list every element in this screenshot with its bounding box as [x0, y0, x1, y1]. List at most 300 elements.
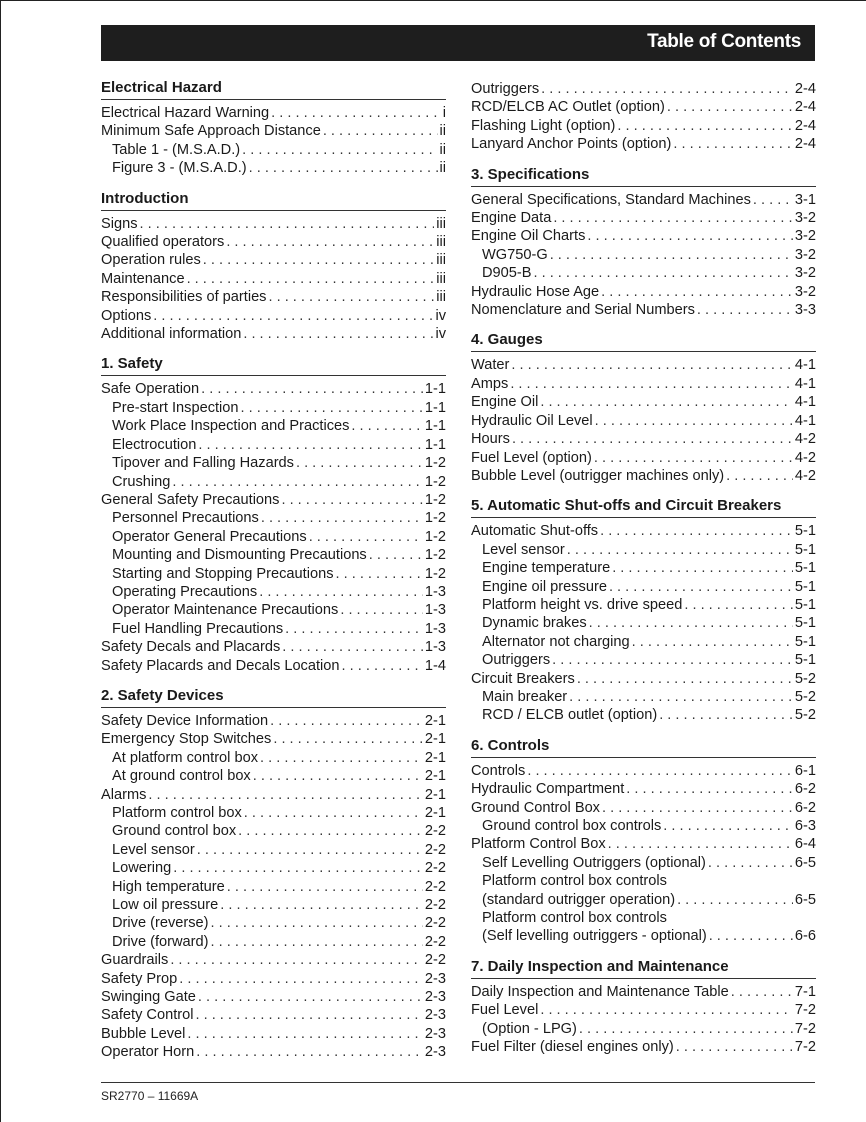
toc-entry-title: Signs: [101, 215, 138, 232]
dot-leader: [567, 541, 793, 559]
toc-entry-title: Safety Device Information: [101, 712, 269, 729]
toc-entry[interactable]: [471, 706, 816, 724]
section-heading[interactable]: Introduction: [101, 190, 446, 211]
dot-leader: [632, 633, 793, 651]
toc-entry-page: 6-6: [794, 928, 816, 945]
toc-entry[interactable]: [471, 430, 816, 448]
dot-leader: [594, 449, 793, 467]
toc-entry-page: 2-1: [424, 805, 446, 821]
toc-entry-title: Personnel Precautions: [112, 510, 259, 527]
toc-entry-page: iv: [435, 307, 446, 324]
toc-entry[interactable]: [101, 933, 446, 951]
toc-entry-title: Safety Control: [101, 1007, 194, 1024]
toc-entry[interactable]: [101, 859, 446, 877]
toc-entry-title: Fuel Filter (diesel engines only): [471, 1039, 674, 1056]
dot-leader: [587, 227, 793, 245]
toc-entry-page: iii: [436, 252, 446, 269]
toc-entry-page: 4-2: [794, 467, 816, 484]
toc-entry-page: 2-2: [424, 841, 446, 858]
toc-entry[interactable]: [471, 1020, 816, 1038]
dot-leader: [550, 246, 793, 264]
dot-leader: [340, 601, 423, 619]
toc-entry[interactable]: [101, 307, 446, 325]
toc-entry-title: Hydraulic Hose Age: [471, 283, 600, 300]
toc-entry-title: Drive (forward): [112, 933, 209, 950]
toc-entry-page: 4-2: [794, 431, 816, 448]
toc-entry-title: Bubble Level: [101, 1025, 186, 1042]
toc-entry[interactable]: [101, 1025, 446, 1043]
toc-entry-title: RCD / ELCB outlet (option): [482, 707, 658, 724]
dot-leader: [227, 878, 423, 896]
dot-leader: [577, 670, 793, 688]
dot-leader: [172, 473, 423, 491]
toc-entry-title: Pre-start Inspection: [112, 399, 239, 416]
toc-entry-page: 5-1: [794, 560, 816, 577]
toc-entry-page: iii: [436, 270, 446, 287]
toc-entry-page: 2-1: [424, 786, 446, 803]
toc-entry-page: 2-3: [424, 970, 446, 987]
toc-entry-title: Daily Inspection and Maintenance Table: [471, 983, 729, 1000]
toc-entry-page: 6-3: [794, 818, 816, 834]
toc-entry-page: 2-1: [424, 731, 446, 748]
toc-entry-title: Lowering: [112, 860, 172, 877]
toc-entry[interactable]: [471, 264, 816, 282]
dot-leader: [579, 1020, 793, 1038]
toc-entry-title: (standard outrigger operation): [482, 891, 676, 908]
toc-entry-title: Safety Placards and Decals Location: [101, 657, 340, 674]
toc-entry-title: WG750-G: [482, 246, 548, 263]
toc-entry-page: 1-2: [424, 547, 446, 564]
dot-leader: [195, 1006, 422, 1024]
toc-entry[interactable]: [101, 822, 446, 840]
toc-section: [471, 331, 816, 485]
dot-leader: [309, 528, 423, 546]
toc-entry-title: Level sensor: [112, 841, 195, 858]
dot-leader: [187, 270, 435, 288]
section-heading[interactable]: 7. Daily Inspection and Maintenance: [471, 958, 816, 979]
toc-entry[interactable]: [101, 878, 446, 896]
toc-entry-page: iii: [436, 215, 446, 232]
section-heading[interactable]: Electrical Hazard: [101, 79, 446, 100]
page-border-left: [0, 0, 1, 1122]
toc-entry[interactable]: [471, 301, 816, 319]
toc-entry-title: Amps: [471, 375, 509, 392]
toc-entry-title: Outriggers: [482, 652, 551, 669]
toc-entry[interactable]: [471, 559, 816, 577]
toc-entry-title: Platform height vs. drive speed: [482, 596, 683, 613]
toc-entry[interactable]: [101, 454, 446, 472]
toc-entry[interactable]: [101, 988, 446, 1006]
toc-entry[interactable]: [101, 399, 446, 417]
toc-entry-page: 3-3: [794, 302, 816, 319]
toc-entry-title: Engine oil pressure: [482, 578, 607, 595]
toc-entry-title: Circuit Breakers: [471, 670, 575, 687]
toc-entry[interactable]: [101, 233, 446, 251]
toc-entry-page: ii: [439, 160, 446, 177]
dot-leader: [600, 522, 793, 540]
toc-entry-page: ii: [439, 123, 446, 140]
toc-entry[interactable]: [471, 762, 816, 780]
dot-leader: [282, 638, 423, 656]
toc-entry[interactable]: [471, 467, 816, 485]
toc-entry-page: 6-2: [794, 799, 816, 816]
dot-leader: [709, 927, 793, 945]
toc-entry[interactable]: [101, 951, 446, 969]
toc-entry-page: 1-2: [424, 510, 446, 527]
toc-entry[interactable]: [101, 104, 446, 122]
toc-entry-title: Swinging Gate: [101, 989, 196, 1006]
section-heading[interactable]: 4. Gauges: [471, 331, 816, 352]
dot-leader: [238, 822, 423, 840]
toc-entry-title: Table 1 - (M.S.A.D.): [112, 141, 241, 158]
toc-entry-title: Bubble Level (outrigger machines only): [471, 467, 725, 484]
toc-entry-page: 4-1: [794, 412, 816, 429]
toc-entry-title: Minimum Safe Approach Distance: [101, 123, 321, 140]
toc-entry[interactable]: [471, 227, 816, 245]
toc-entry[interactable]: [101, 491, 446, 509]
toc-entry-title: Nomenclature and Serial Numbers: [471, 302, 695, 319]
toc-entry-page: 1-3: [424, 602, 446, 619]
toc-entry[interactable]: [471, 191, 816, 209]
toc-entry[interactable]: [471, 1038, 816, 1056]
toc-entry[interactable]: [101, 620, 446, 638]
dot-leader: [553, 209, 793, 227]
dot-leader: [540, 393, 793, 411]
toc-entry-title: (Self levelling outriggers - optional): [482, 928, 707, 945]
page-border-top: [0, 0, 866, 1]
dot-leader: [667, 98, 793, 116]
toc-entry-title: Hours: [471, 431, 510, 448]
toc-entry[interactable]: [101, 786, 446, 804]
dot-leader: [708, 854, 793, 872]
toc-entry[interactable]: [471, 688, 816, 706]
toc-entry-page: 5-1: [794, 523, 816, 540]
toc-entry-title: Drive (reverse): [112, 915, 209, 932]
toc-entry-page: 2-3: [424, 1007, 446, 1024]
toc-section: [101, 190, 446, 344]
toc-entry[interactable]: [471, 651, 816, 669]
toc-entry[interactable]: [471, 541, 816, 559]
toc-entry-title: Maintenance: [101, 270, 185, 287]
toc-entry-title: Outriggers: [471, 81, 540, 97]
toc-entry-page: 2-2: [424, 860, 446, 877]
toc-entry-page: 5-1: [794, 615, 816, 632]
dot-leader: [609, 578, 793, 596]
toc-entry[interactable]: [471, 412, 816, 430]
toc-entry[interactable]: [471, 835, 816, 853]
toc-entry[interactable]: [101, 914, 446, 932]
toc-entry-page: 1-2: [424, 473, 446, 490]
section-heading[interactable]: 6. Controls: [471, 737, 816, 758]
toc-entry-page: 2-1: [424, 749, 446, 766]
toc-entry[interactable]: [101, 436, 446, 454]
toc-entry[interactable]: [101, 380, 446, 398]
toc-entry-page: iii: [436, 234, 446, 251]
toc-entry-title: Engine Data: [471, 210, 552, 227]
dot-leader: [569, 688, 793, 706]
toc-entry[interactable]: [101, 638, 446, 656]
toc-entry[interactable]: [471, 909, 816, 927]
toc-entry-page: 2-2: [424, 915, 446, 932]
toc-entry[interactable]: [471, 449, 816, 467]
toc-entry-title: Safety Prop: [101, 970, 178, 987]
toc-entry-title: Controls: [471, 762, 526, 779]
toc-entry-page: i: [442, 105, 446, 121]
section-heading[interactable]: 2. Safety Devices: [101, 687, 446, 708]
toc-entry-title: Fuel Handling Precautions: [112, 620, 284, 637]
toc-entry-page: iv: [435, 326, 446, 343]
toc-entry-page: 1-2: [424, 491, 446, 508]
dot-leader: [211, 933, 423, 951]
toc-entry-page: 6-5: [794, 854, 816, 871]
toc-entry[interactable]: [471, 927, 816, 945]
toc-entry[interactable]: [101, 712, 446, 730]
toc-entry-title: Electrical Hazard Warning: [101, 105, 270, 121]
toc-entry-title: Hydraulic Oil Level: [471, 412, 593, 429]
section-heading[interactable]: 3. Specifications: [471, 166, 816, 187]
toc-entry[interactable]: [471, 614, 816, 632]
dot-leader: [511, 356, 793, 374]
toc-entry-title: Engine Oil: [471, 394, 539, 411]
dot-leader: [173, 859, 423, 877]
dot-leader: [270, 712, 423, 730]
page-title: Table of Contents: [647, 31, 801, 52]
dot-leader: [323, 122, 438, 140]
dot-leader: [249, 159, 438, 177]
toc-entry-page: 2-3: [424, 1025, 446, 1042]
toc-entry[interactable]: [471, 799, 816, 817]
toc-entry-page: 4-1: [794, 357, 816, 374]
toc-entry[interactable]: [471, 578, 816, 596]
toc-entry-title: Operator General Precautions: [112, 528, 307, 545]
toc-entry[interactable]: [471, 246, 816, 264]
toc-entry[interactable]: [471, 356, 816, 374]
toc-entry-page: 1-2: [424, 528, 446, 545]
toc-section: [471, 737, 816, 946]
toc-entry-title: Main breaker: [482, 688, 568, 705]
toc-entry-page: 5-2: [794, 670, 816, 687]
toc-entry[interactable]: [101, 417, 446, 435]
section-heading[interactable]: 1. Safety: [101, 355, 446, 376]
toc-continued-block: [471, 80, 816, 154]
toc-entry[interactable]: [101, 325, 446, 343]
dot-leader: [510, 375, 793, 393]
toc-entry-title: Emergency Stop Switches: [101, 731, 272, 748]
toc-entry[interactable]: [101, 583, 446, 601]
toc-section: [101, 79, 446, 178]
toc-entry[interactable]: [101, 270, 446, 288]
toc-entry[interactable]: [471, 891, 816, 909]
toc-left-column: [101, 79, 446, 1074]
dot-leader: [351, 417, 423, 435]
toc-entry-page: 3-2: [794, 228, 816, 245]
toc-entry-page: 2-3: [424, 989, 446, 1006]
toc-entry-title: Qualified operators: [101, 234, 225, 251]
toc-entry[interactable]: [101, 767, 446, 785]
toc-entry-title: (Option - LPG): [482, 1020, 577, 1037]
toc-entry-title: Fuel Level (option): [471, 449, 592, 466]
toc-entry[interactable]: [101, 251, 446, 269]
dot-leader: [673, 135, 793, 153]
dot-leader: [608, 835, 793, 853]
toc-entry-title: Operator Horn: [101, 1044, 195, 1061]
dot-leader: [533, 264, 792, 282]
dot-leader: [140, 215, 435, 233]
toc-entry[interactable]: [101, 288, 446, 306]
dot-leader: [541, 80, 793, 98]
header-bar: [101, 25, 815, 61]
toc-entry-title: Flashing Light (option): [471, 117, 616, 134]
toc-entry[interactable]: [101, 601, 446, 619]
toc-entry-title: Platform control box controls: [482, 873, 667, 890]
toc-entry-page: 2-1: [424, 768, 446, 785]
toc-entry-title: Safe Operation: [101, 381, 200, 398]
toc-entry[interactable]: [471, 983, 816, 1001]
toc-entry[interactable]: [471, 375, 816, 393]
toc-entry-page: 2-4: [794, 117, 816, 134]
dot-leader: [226, 233, 434, 251]
toc-entry[interactable]: [471, 393, 816, 411]
toc-entry-page: 4-1: [794, 394, 816, 411]
dot-leader: [296, 454, 423, 472]
toc-section: [471, 166, 816, 320]
dot-leader: [187, 1025, 423, 1043]
toc-entry-page: 1-1: [424, 381, 446, 398]
toc-entry[interactable]: [101, 565, 446, 583]
toc-entry-title: Crushing: [112, 473, 171, 490]
toc-entry[interactable]: [471, 98, 816, 116]
toc-entry-page: 2-4: [794, 99, 816, 116]
toc-entry-title: Safety Decals and Placards: [101, 639, 281, 656]
toc-entry[interactable]: [471, 872, 816, 890]
toc-entry-page: 2-2: [424, 878, 446, 895]
toc-entry-title: Low oil pressure: [112, 897, 219, 914]
toc-entry-page: 2-2: [424, 823, 446, 840]
toc-entry[interactable]: [101, 657, 446, 675]
toc-entry[interactable]: [101, 1043, 446, 1061]
toc-entry-page: 4-1: [794, 375, 816, 392]
toc-entry[interactable]: [101, 1006, 446, 1024]
toc-entry[interactable]: [101, 159, 446, 177]
section-heading[interactable]: 5. Automatic Shut-offs and Circuit Breakers: [471, 497, 816, 518]
dot-leader: [595, 412, 793, 430]
toc-entry-page: 2-4: [794, 136, 816, 153]
toc-entry-page: 5-1: [794, 541, 816, 558]
dot-leader: [198, 436, 423, 454]
dot-leader: [203, 251, 434, 269]
toc-entry-page: 3-2: [794, 246, 816, 263]
toc-entry[interactable]: [101, 546, 446, 564]
toc-entry[interactable]: [471, 80, 816, 98]
toc-entry-page: 1-3: [424, 583, 446, 600]
toc-entry-page: 4-2: [794, 449, 816, 466]
toc-entry[interactable]: [101, 896, 446, 914]
toc-entry[interactable]: [471, 117, 816, 135]
toc-entry[interactable]: [471, 633, 816, 651]
dot-leader: [684, 596, 793, 614]
toc-entry-title: Mounting and Dismounting Precautions: [112, 547, 367, 564]
toc-entry[interactable]: [471, 209, 816, 227]
toc-entry[interactable]: [101, 528, 446, 546]
toc-entry[interactable]: [101, 804, 446, 822]
toc-entry[interactable]: [101, 122, 446, 140]
toc-section: [101, 355, 446, 675]
toc-entry-title: Options: [101, 307, 152, 324]
toc-entry-title: Level sensor: [482, 541, 565, 558]
toc-entry[interactable]: [101, 970, 446, 988]
toc-entry[interactable]: [101, 473, 446, 491]
toc-entry[interactable]: [101, 730, 446, 748]
dot-leader: [726, 467, 793, 485]
toc-entry[interactable]: [101, 841, 446, 859]
toc-entry-title: Water: [471, 357, 510, 374]
dot-leader: [336, 565, 423, 583]
toc-entry-page: 2-2: [424, 952, 446, 969]
toc-entry-title: Engine temperature: [482, 560, 611, 577]
toc-entry-title: D905-B: [482, 265, 532, 282]
toc-entry-title: Work Place Inspection and Practices: [112, 418, 350, 435]
toc-entry-page: 1-1: [424, 399, 446, 416]
toc-entry[interactable]: [471, 135, 816, 153]
toc-entry[interactable]: [471, 817, 816, 835]
toc-entry[interactable]: [471, 283, 816, 301]
toc-entry-title: At platform control box: [112, 749, 259, 766]
toc-entry-title: General Specifications, Standard Machines: [471, 191, 751, 208]
toc-entry-page: 5-1: [794, 633, 816, 650]
toc-entry-page: 6-4: [794, 836, 816, 853]
dot-leader: [731, 983, 793, 1001]
toc-section: [471, 958, 816, 1057]
toc-entry-page: 1-1: [424, 418, 446, 435]
toc-entry-title: Hydraulic Compartment: [471, 781, 625, 798]
toc-entry-page: 2-1: [424, 712, 446, 729]
toc-entry-page: 2-2: [424, 933, 446, 950]
dot-leader: [697, 301, 793, 319]
toc-entry[interactable]: [471, 670, 816, 688]
toc-entry-title: Electrocution: [112, 436, 197, 453]
toc-entry-page: 5-1: [794, 578, 816, 595]
toc-entry-title: Platform Control Box: [471, 836, 606, 853]
toc-entry[interactable]: [101, 509, 446, 527]
toc-entry[interactable]: [101, 141, 446, 159]
toc-entry[interactable]: [101, 749, 446, 767]
toc-entry-page: 7-1: [794, 983, 816, 1000]
toc-entry[interactable]: [471, 522, 816, 540]
toc-entry[interactable]: [471, 1001, 816, 1019]
toc-entry-title: Responsibilities of parties: [101, 289, 267, 306]
toc-entry[interactable]: [471, 780, 816, 798]
toc-entry-page: 5-1: [794, 596, 816, 613]
toc-entry-title: Engine Oil Charts: [471, 228, 586, 245]
dot-leader: [261, 509, 423, 527]
toc-right-column: [471, 80, 816, 1068]
toc-entry-page: 7-2: [794, 1039, 816, 1056]
dot-leader: [241, 399, 423, 417]
dot-leader: [527, 762, 793, 780]
toc-entry-title: Starting and Stopping Precautions: [112, 565, 334, 582]
toc-entry-page: 1-2: [424, 565, 446, 582]
toc-entry[interactable]: [471, 854, 816, 872]
dot-leader: [271, 104, 441, 122]
dot-leader: [244, 804, 423, 822]
toc-entry-page: 3-2: [794, 210, 816, 227]
toc-entry-page: 5-1: [794, 652, 816, 669]
dot-leader: [259, 583, 423, 601]
toc-entry-page: 6-5: [794, 891, 816, 908]
dot-leader: [201, 380, 423, 398]
toc-entry[interactable]: [101, 215, 446, 233]
toc-entry[interactable]: [471, 596, 816, 614]
